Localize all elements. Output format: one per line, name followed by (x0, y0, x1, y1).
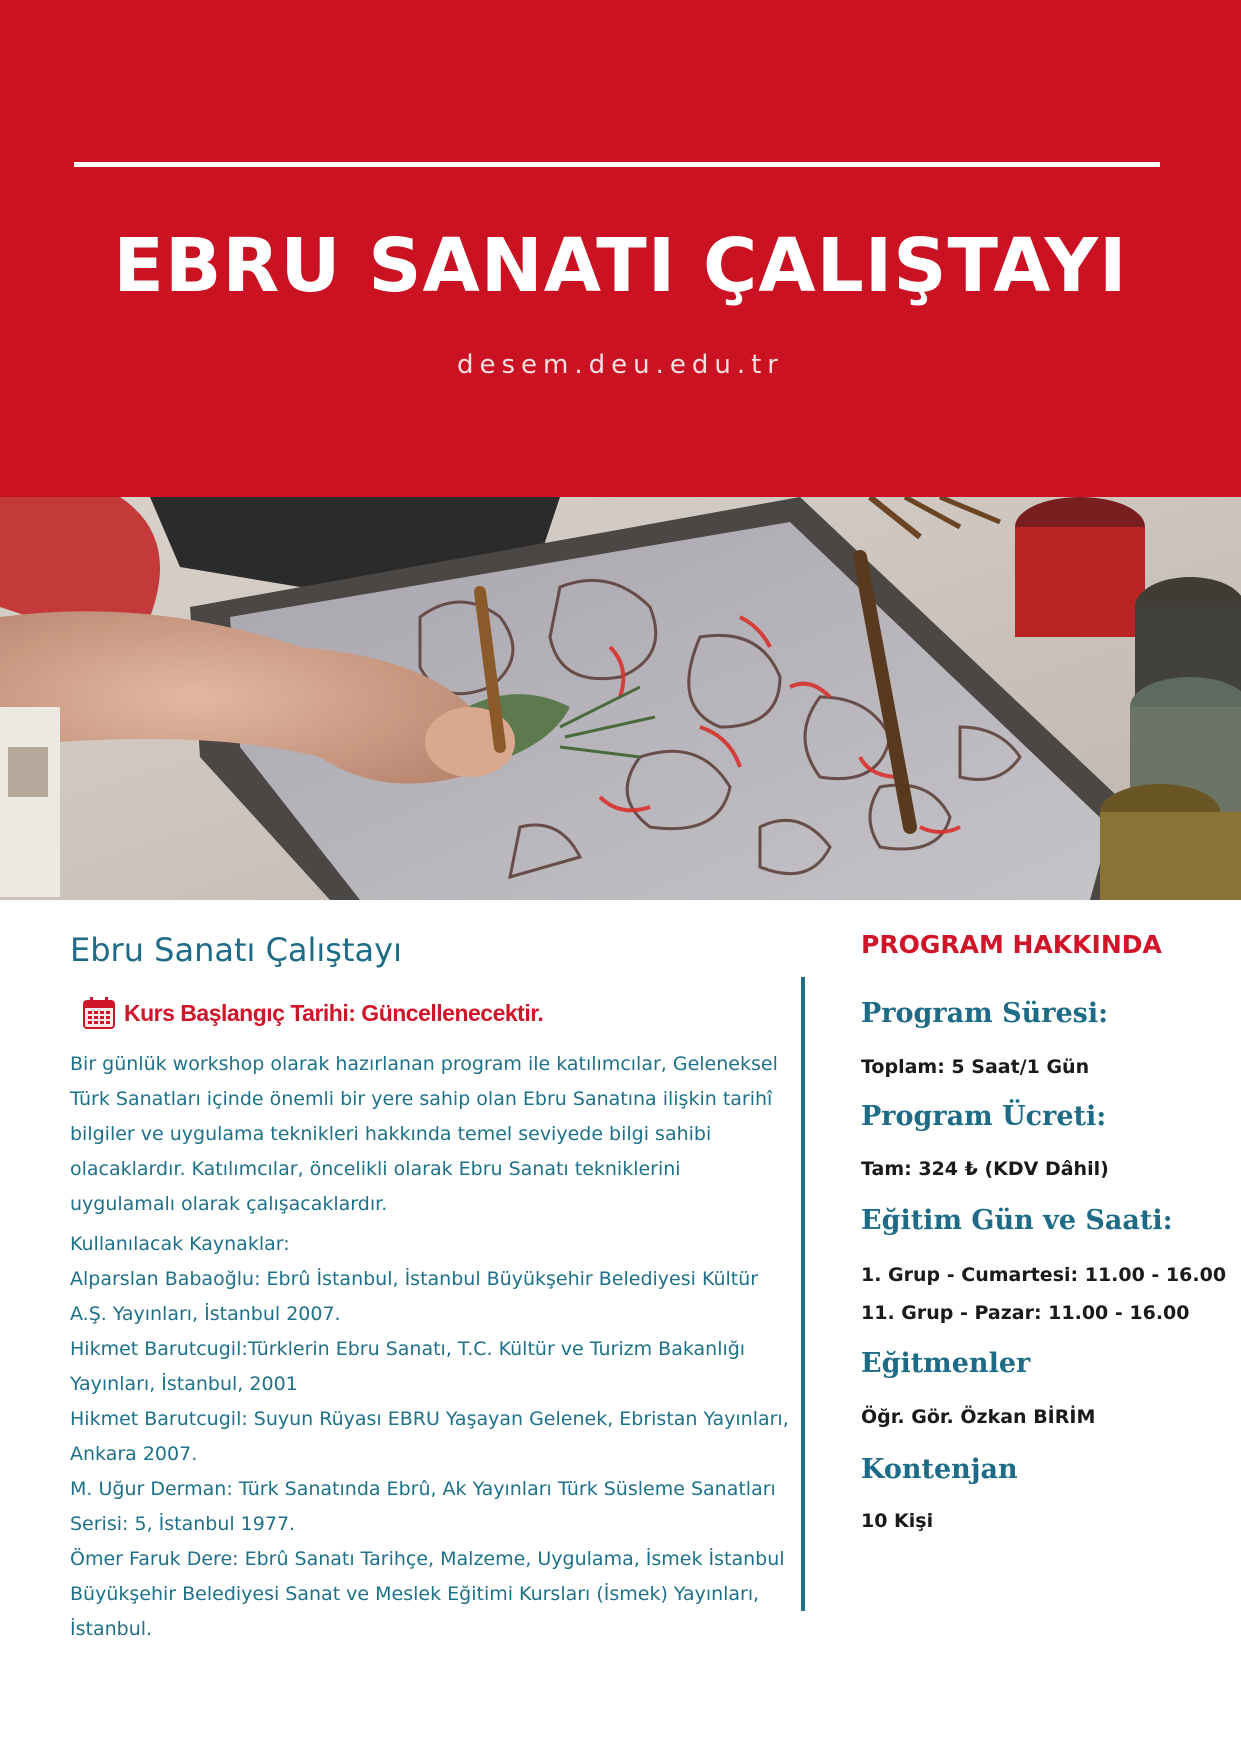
calendar-icon (82, 996, 116, 1030)
header-rule (74, 162, 1160, 167)
website-link[interactable]: desem.deu.edu.tr (456, 350, 784, 380)
start-date (82, 993, 543, 1033)
duration-label: Program Süresi: (861, 998, 1109, 1029)
instructors-label: Eğitmenler (861, 1348, 1031, 1379)
fee-label: Program Ücreti: (861, 1101, 1107, 1132)
schedule-group-2: 11. Grup - Pazar: 11.00 - 16.00 (861, 1302, 1190, 1324)
column-divider (801, 977, 805, 1611)
ebru-workshop-photo (0, 497, 1241, 900)
resource-item: Hikmet Barutcugil:Türklerin Ebru Sanatı, T.C. Kültür ve Turizm Bakanlığı Yayınları, İstanbul, 2001 (70, 1338, 746, 1395)
course-title: Ebru Sanatı Çalıştayı (70, 931, 402, 969)
page-title: EBRU SANATI ÇALIŞTAYI (113, 223, 1128, 309)
schedule-group-1: 1. Grup - Cumartesi: 11.00 - 16.00 (861, 1264, 1227, 1286)
instructor-name: Öğr. Gör. Özkan BİRİM (861, 1406, 1096, 1428)
program-heading: PROGRAM HAKKINDA (861, 930, 1162, 959)
schedule-label: Eğitim Gün ve Saati: (861, 1205, 1173, 1236)
resource-item: Alparslan Babaoğlu: Ebrû İstanbul, İstanbul Büyükşehir Belediyesi Kültür A.Ş. Yayınları, İstanbul 2007. (70, 1268, 759, 1325)
resource-item: Ömer Faruk Dere: Ebrû Sanatı Tarihçe, Malzeme, Uygulama, İsmek İstanbul Büyükşehir Belediyesi Sanat ve Meslek Eğitimi Kursları (İsmek) Yayınları, İstanbul. (70, 1548, 785, 1640)
resources-list (70, 1262, 790, 1647)
resource-item: Hikmet Barutcugil: Suyun Rüyası EBRU Yaşayan Gelenek, Ebristan Yayınları, Ankara 2007. (70, 1408, 789, 1465)
duration-value: Toplam: 5 Saat/1 Gün (861, 1056, 1090, 1078)
header-banner (0, 0, 1241, 497)
course-description: Bir günlük workshop olarak hazırlanan program ile katılımcılar, Geleneksel Türk Sanatları içinde önemli bir yere sahip olan Ebru Sanatına ilişkin tarihî bilgiler ve uygulama teknikleri hakkında temel seviyede bilgi sahibi olacaklardır. Katılımcılar, öncelikli olarak Ebru Sanatı tekniklerini uygulamalı olarak çalışacaklardır. (70, 1053, 778, 1215)
quota-label: Kontenjan (861, 1454, 1018, 1485)
quota-value: 10 Kişi (861, 1510, 934, 1532)
fee-value: Tam: 324 ₺ (KDV Dâhil) (861, 1158, 1109, 1180)
start-date-text: Kurs Başlangıç Tarihi: Güncellenecektir. (124, 999, 544, 1026)
resources-heading: Kullanılacak Kaynaklar: (70, 1233, 290, 1255)
resource-item: M. Uğur Derman: Türk Sanatında Ebrû, Ak Yayınları Türk Süsleme Sanatları Serisi: 5, İstanbul 1977. (70, 1478, 776, 1535)
